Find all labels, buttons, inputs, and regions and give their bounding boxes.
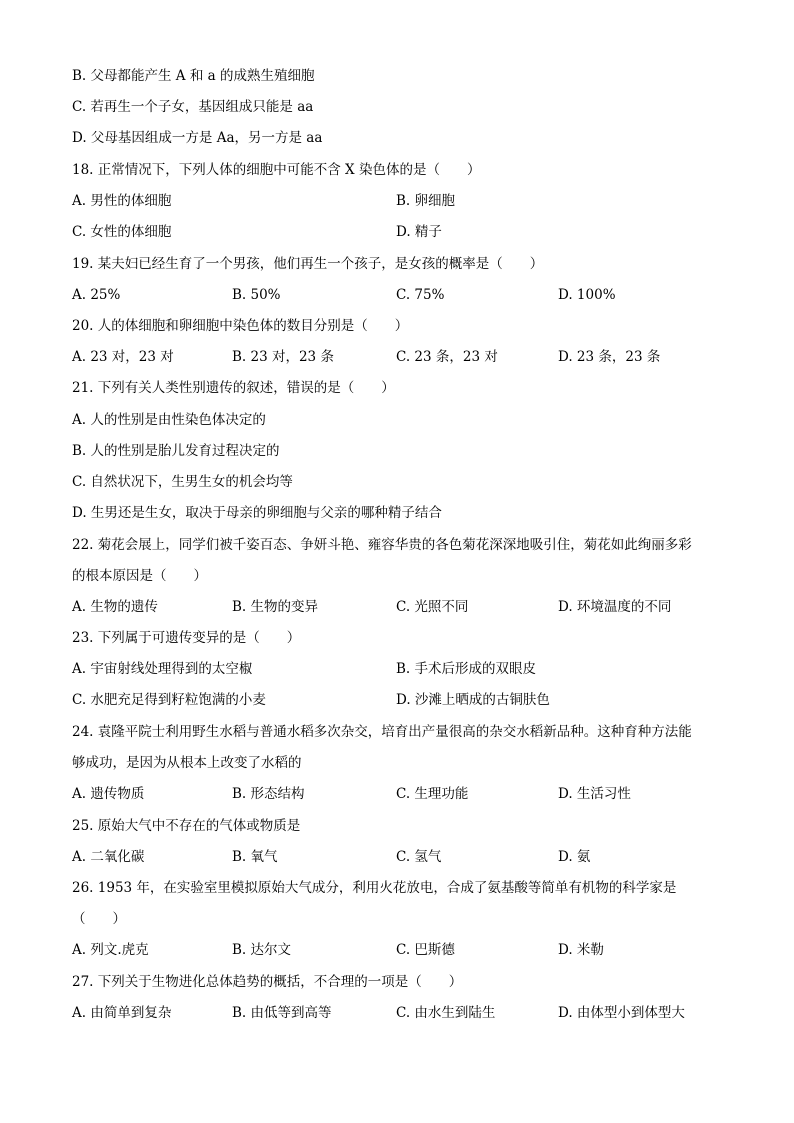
- q20-options: [72, 347, 732, 367]
- q18-option-b: B. 卵细胞: [396, 193, 456, 209]
- q18-option-a: A. 男性的体细胞: [72, 193, 172, 209]
- q22-option-d: D. 环境温度的不同: [558, 599, 672, 615]
- q23-option-d: D. 沙滩上晒成的古铜肤色: [396, 692, 550, 708]
- q27-option-a: A. 由简单到复杂: [72, 1005, 172, 1021]
- q25-option-d: D. 氨: [558, 849, 591, 865]
- q26-options: [72, 940, 732, 960]
- q19-options: [72, 285, 732, 305]
- q20-option-d: D. 23 条，23 条: [558, 349, 661, 365]
- q24-stem-line2: 够成功，是因为从根本上改变了水稻的: [72, 755, 302, 771]
- q24-option-a: A. 遗传物质: [72, 786, 145, 802]
- q21-option-b: B. 人的性别是胎儿发育过程决定的: [72, 443, 280, 459]
- q26-option-d: D. 米勒: [558, 942, 604, 958]
- q18-option-d: D. 精子: [396, 224, 442, 240]
- q24-option-b: B. 形态结构: [232, 786, 305, 802]
- q25-options: [72, 847, 732, 867]
- q24-option-c: C. 生理功能: [396, 786, 469, 802]
- q20-stem: 20. 人的体细胞和卵细胞中染色体的数目分别是（ ）: [72, 318, 409, 334]
- q17-option-b: B. 父母都能产生 A 和 a 的成熟生殖细胞: [72, 68, 315, 84]
- q26-stem-line2: （ ）: [72, 911, 126, 927]
- q18-options-row1: [72, 191, 732, 211]
- q21-option-a: A. 人的性别是由性染色体决定的: [72, 412, 266, 428]
- q27-option-c: C. 由水生到陆生: [396, 1005, 496, 1021]
- q23-options-row1: [72, 659, 732, 679]
- q23-option-b: B. 手术后形成的双眼皮: [396, 661, 537, 677]
- q18-option-c: C. 女性的体细胞: [72, 224, 172, 240]
- q18-stem: 18. 正常情况下，下列人体的细胞中可能不含 X 染色体的是（ ）: [72, 162, 481, 178]
- q19-option-a: A. 25%: [72, 287, 121, 303]
- q23-option-c: C. 水肥充足得到籽粒饱满的小麦: [72, 692, 266, 708]
- q26-stem-line1: 26. 1953 年，在实验室里模拟原始大气成分，利用火花放电，合成了氨基酸等简单有机物的科学家是: [72, 880, 677, 896]
- q26-option-b: B. 达尔文: [232, 942, 292, 958]
- q21-stem: 21. 下列有关人类性别遗传的叙述，错误的是（ ）: [72, 380, 395, 396]
- q26-option-c: C. 巴斯德: [396, 942, 455, 958]
- q23-stem: 23. 下列属于可遗传变异的是（ ）: [72, 630, 301, 646]
- q25-option-c: C. 氢气: [396, 849, 442, 865]
- q18-options-row2: [72, 222, 732, 242]
- q27-option-b: B. 由低等到高等: [232, 1005, 332, 1021]
- q23-options-row2: [72, 690, 732, 710]
- q27-options: [72, 1003, 732, 1023]
- q27-stem: 27. 下列关于生物进化总体趋势的概括，不合理的一项是（ ）: [72, 974, 463, 990]
- q24-options: [72, 784, 732, 804]
- q22-option-a: A. 生物的遗传: [72, 599, 158, 615]
- q24-stem-line1: 24. 袁隆平院士利用野生水稻与普通水稻多次杂交，培育出产量很高的杂交水稻新品种。这种育种方法能: [72, 724, 692, 740]
- q20-option-b: B. 23 对，23 条: [232, 349, 334, 365]
- q19-option-c: C. 75%: [396, 287, 445, 303]
- q27-option-d: D. 由体型小到体型大: [558, 1005, 685, 1021]
- q23-option-a: A. 宇宙射线处理得到的太空椒: [72, 661, 253, 677]
- q25-option-b: B. 氧气: [232, 849, 278, 865]
- q22-option-c: C. 光照不同: [396, 599, 469, 615]
- q17-option-d: D. 父母基因组成一方是 Aa，另一方是 aa: [72, 130, 323, 146]
- q22-stem-line1: 22. 菊花会展上，同学们被千姿百态、争妍斗艳、雍容华贵的各色菊花深深地吸引住，菊花如此绚丽多彩: [72, 537, 692, 553]
- q21-option-c: C. 自然状况下，生男生女的机会均等: [72, 474, 293, 490]
- q24-option-d: D. 生活习性: [558, 786, 631, 802]
- q22-option-b: B. 生物的变异: [232, 599, 319, 615]
- q17-option-c: C. 若再生一个子女，基因组成只能是 aa: [72, 99, 314, 115]
- q20-option-c: C. 23 条，23 对: [396, 349, 498, 365]
- q25-stem: 25. 原始大气中不存在的气体或物质是: [72, 818, 301, 834]
- q20-option-a: A. 23 对，23 对: [72, 349, 174, 365]
- q19-option-b: B. 50%: [232, 287, 281, 303]
- q22-options: [72, 597, 732, 617]
- q22-stem-line2: 的根本原因是（ ）: [72, 568, 207, 584]
- q25-option-a: A. 二氧化碳: [72, 849, 145, 865]
- q19-option-d: D. 100%: [558, 287, 616, 303]
- q26-option-a: A. 列文.虎克: [72, 942, 149, 958]
- q19-stem: 19. 某夫妇已经生育了一个男孩，他们再生一个孩子，是女孩的概率是（ ）: [72, 256, 544, 272]
- q21-option-d: D. 生男还是生女，取决于母亲的卵细胞与父亲的哪种精子结合: [72, 505, 442, 521]
